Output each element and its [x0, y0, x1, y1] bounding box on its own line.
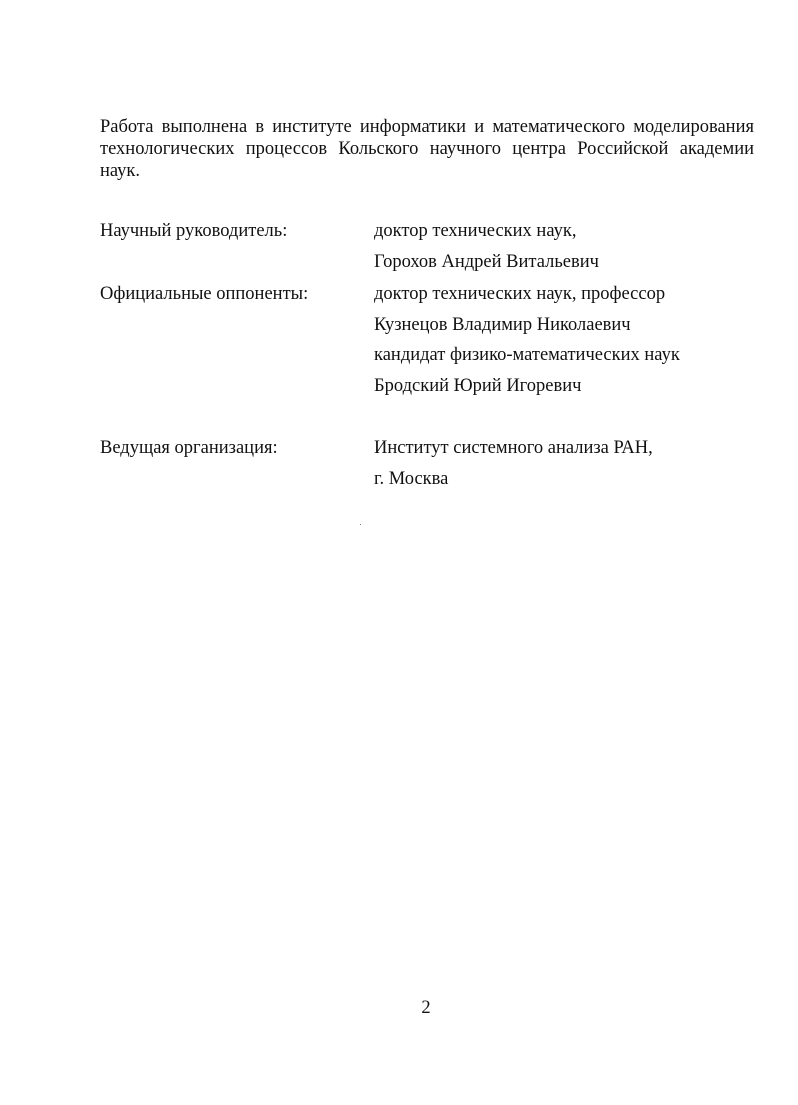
supervisor-name: Горохов Андрей Витальевич [374, 252, 599, 272]
opponent-1-name: Кузнецов Владимир Николаевич [374, 315, 631, 335]
scan-speck [360, 524, 361, 525]
supervisor-degree: доктор технических наук, [374, 221, 577, 241]
intro-paragraph: Работа выполнена в институте информатики и математического моделирования технологических процессов Кольского научного центра Российской академии наук. [100, 117, 754, 181]
organization-label: Ведущая организация: [100, 438, 278, 458]
page-number: 2 [421, 998, 431, 1018]
opponent-2-degree: кандидат физико-математических наук [374, 345, 680, 365]
organization-city: г. Москва [374, 469, 449, 489]
opponent-1-degree: доктор технических наук, профессор [374, 284, 666, 304]
opponents-label: Официальные оппоненты: [100, 284, 309, 304]
supervisor-label: Научный руководитель: [100, 221, 288, 241]
organization-name: Институт системного анализа РАН, [374, 438, 653, 458]
opponent-2-name: Бродский Юрий Игоревич [374, 376, 582, 396]
